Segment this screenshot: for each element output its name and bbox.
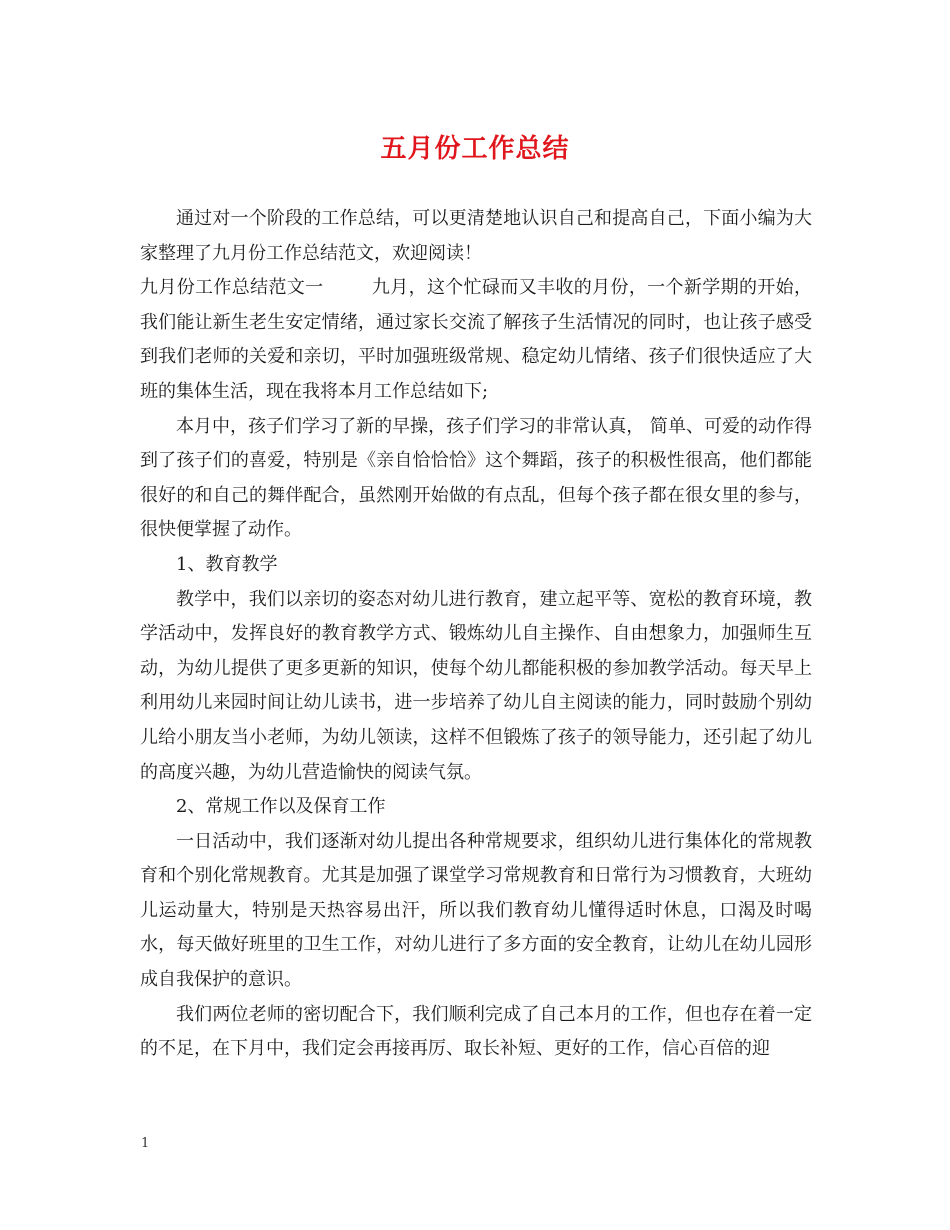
- morning-exercise-paragraph: 本月中，孩子们学习了新的早操，孩子们学习的非常认真， 简单、可爱的动作得到了孩子们的喜爱，特别是《亲自恰恰恰》这个舞蹈，孩子的积极性很高，他们都能很好的和自己的舞伴配合，虽然刚开始做的有点乱，但每个孩子都在很女里的参与，很快便掌握了动作。: [140, 415, 812, 541]
- sample-opening: 九月，这个忙碌而又丰收的月份，一个新学期的开始，我们能让新生老生安定情绪，通过家长交流了解孩子生活情况的同时，也让孩子感受到我们老师的关爱和亲切，平时加强班级常规、稳定幼儿情绪、孩子们很快适应了大班的集体生活，现在我将本月工作总结如下;: [140, 277, 812, 402]
- sample-heading: 九月份工作总结范文一: [140, 277, 324, 299]
- page-number: 1: [141, 1136, 150, 1151]
- section-heading-paragraph: [140, 271, 812, 409]
- closing-paragraph: 我们两位老师的密切配合下，我们顺利完成了自己本月的工作，但也存在着一定的不足，在下月中，我们定会再接再厉、取长补短、更好的工作，信心百倍的迎: [140, 1003, 812, 1060]
- subheading-teaching: 1、教育教学: [176, 553, 278, 575]
- routine-paragraph: 一日活动中，我们逐渐对幼儿提出各种常规要求，组织幼儿进行集体化的常规教育和个别化常规教育。尤其是加强了课堂学习常规教育和日常行为习惯教育，大班幼儿运动量大，特别是天热容易出汗，所以我们教育幼儿懂得适时休息，口渴及时喝水，每天做好班里的卫生工作，对幼儿进行了多方面的安全教育，让幼儿在幼儿园形成自我保护的意识。: [140, 830, 812, 991]
- subheading-routine: 2、常规工作以及保育工作: [176, 796, 386, 818]
- document-title: 五月份工作总结: [380, 134, 570, 164]
- document-body: [140, 202, 812, 1067]
- intro-paragraph: 通过对一个阶段的工作总结，可以更清楚地认识自己和提高自己，下面小编为大家整理了九月份工作总结范文，欢迎阅读！: [140, 208, 812, 264]
- teaching-paragraph: 教学中，我们以亲切的姿态对幼儿进行教育，建立起平等、宽松的教育环境，教学活动中，发挥良好的教育教学方式、锻炼幼儿自主操作、自由想象力，加强师生互动，为幼儿提供了更多更新的知识，使每个幼儿都能积极的参加教学活动。每天早上利用幼儿来园时间让幼儿读书，进一步培养了幼儿自主阅读的能力，同时鼓励个别幼儿给小朋友当小老师，为幼儿领读，这样不但锻炼了孩子的领导能力，还引起了幼儿的高度兴趣，为幼儿营造愉快的阅读气氛。: [140, 588, 812, 783]
